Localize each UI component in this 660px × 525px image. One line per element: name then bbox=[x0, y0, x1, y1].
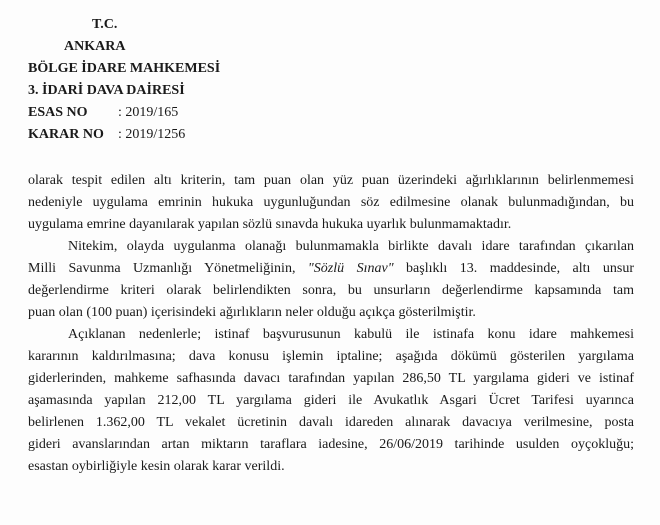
text-line: nedeniyle uygulama emrinin hukuka uygunluğundan söz edilmesine olanak bulunmadığından, bu bbox=[28, 195, 634, 210]
karar-value: : 2019/1256 bbox=[118, 127, 186, 142]
text-line: puan olan (100 puan) içerisindeki ağırlıkların neler olduğu açıkça gösterilmiştir. bbox=[28, 305, 476, 320]
chamber-name: 3. İDARİ DAVA DAİRESİ bbox=[28, 83, 185, 98]
text-line: Açıklanan nedenlerle; istinaf başvurusunun kabulü ile istinafa konu idare mahkemesi bbox=[68, 327, 634, 342]
paragraph-reasoning bbox=[28, 170, 634, 236]
esas-label: ESAS NO bbox=[28, 105, 88, 120]
paragraph-verdict bbox=[28, 324, 634, 478]
quoted-heading: "Sözlü Sınav" bbox=[307, 261, 394, 276]
city-name: ANKARA bbox=[64, 39, 126, 54]
karar-row bbox=[28, 124, 220, 146]
republic-abbrev: T.C. bbox=[92, 17, 118, 32]
text-line: Nitekim, olayda uygulanma olanağı bulunmamakla birlikte davalı idare tarafından çıkarılan bbox=[68, 239, 634, 254]
esas-value: : 2019/165 bbox=[118, 105, 179, 120]
court-header bbox=[28, 14, 220, 146]
text-line: kararının kaldırılmasına; dava konusu işlemin iptaline; aşağıda dökümü gösterilen yargılama bbox=[28, 349, 634, 364]
text-line: esastan oybirliğiyle kesin olarak karar verildi. bbox=[28, 459, 285, 474]
text-line: değerlendirme kriteri olarak belirlendikten sonra, bu unsurların değerlendirme kapsamında tam bbox=[28, 283, 634, 298]
text-line: olarak tespit edilen altı kriterin, tam puan olan yüz puan üzerindeki ağırlıklarının belirlenmemesi bbox=[28, 173, 634, 188]
esas-row bbox=[28, 102, 220, 124]
text-line: giderlerinden, mahkeme safhasında davacı tarafından yapılan 286,50 TL yargılama gideri ve istinaf bbox=[28, 371, 634, 386]
text-line: belirlenen 1.362,00 TL vekalet ücretinin davalı idareden alınarak davacıya verilmesine, posta bbox=[28, 415, 634, 430]
paragraph-regulation bbox=[28, 236, 634, 324]
karar-label: KARAR NO bbox=[28, 127, 104, 142]
text-line: uygulama emrine dayanılarak yapılan sözlü sınavda hukuka uyarlık bulunmamaktadır. bbox=[28, 217, 512, 232]
court-name: BÖLGE İDARE MAHKEMESİ bbox=[28, 61, 221, 76]
decision-body bbox=[28, 170, 634, 478]
text-line: aşamasında yapılan 212,00 TL yargılama gideri ile Avukatlık Asgari Ücret Tarifesi uyarınca bbox=[28, 393, 634, 408]
text-line: Milli Savunma Uzmanlığı Yönetmeliğinin, "Sözlü Sınav" başlıklı 13. maddesinde, altı unsur bbox=[28, 261, 634, 276]
text-line: gideri avanslarından artan miktarın taraflara iadesine, 26/06/2019 tarihinde usulden oyçokluğu; bbox=[28, 437, 634, 452]
